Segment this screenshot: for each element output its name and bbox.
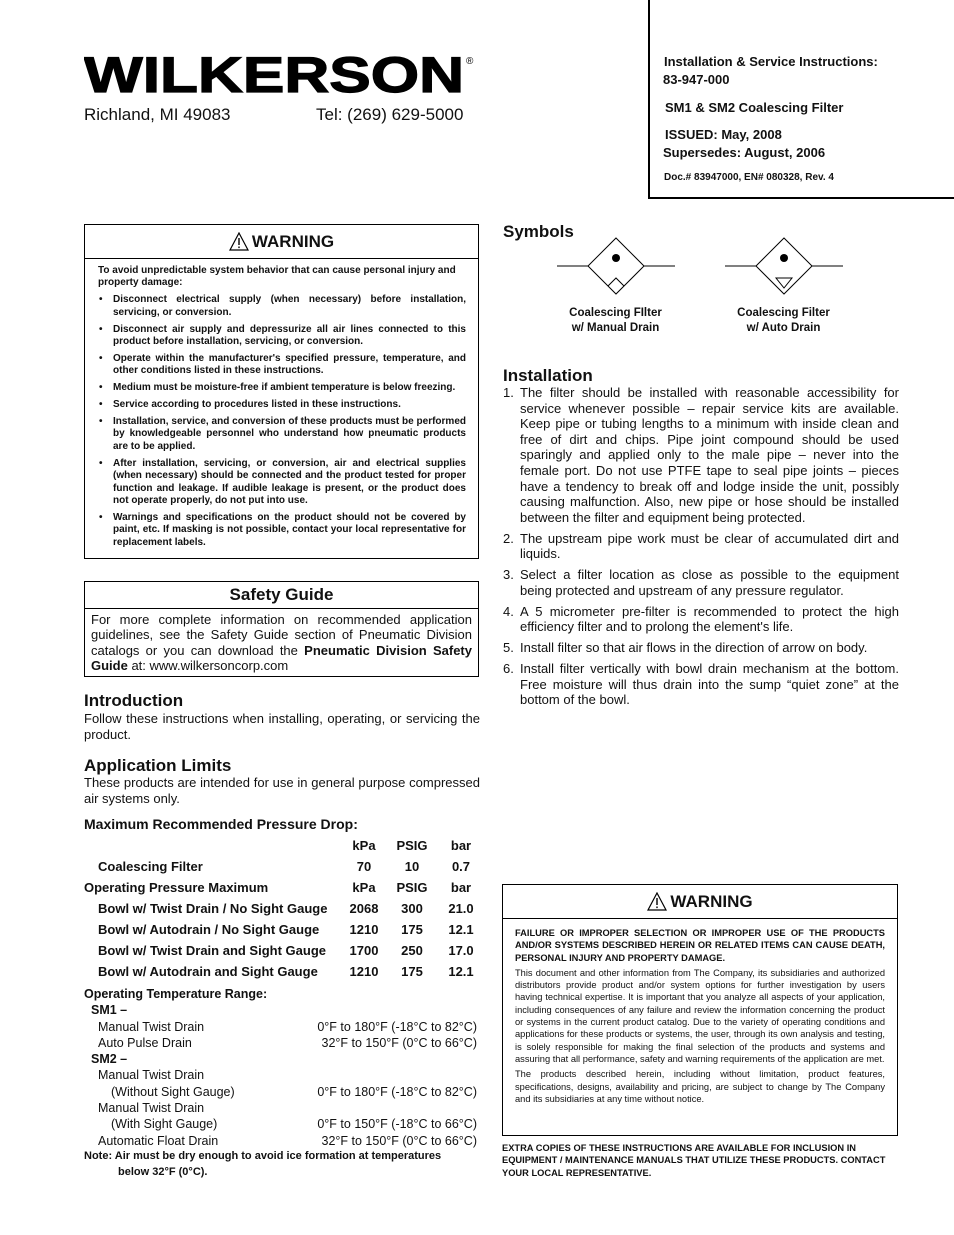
row-label: Bowl w/ Autodrain and Sight Gauge xyxy=(98,964,318,979)
step-text: Install filter so that air flows in the direction of arrow on body. xyxy=(520,640,868,656)
warning-title: WARNING xyxy=(670,891,753,911)
row-value: 0°F to 180°F (-18°C to 82°C) xyxy=(317,1084,477,1099)
manual-drain-filter-symbol xyxy=(557,238,675,294)
manual-drain-caption xyxy=(550,306,681,336)
row-sublabel: (With Sight Gauge) xyxy=(111,1117,218,1132)
step-number: 3. xyxy=(503,567,514,583)
row-kpa: 2068 xyxy=(349,901,379,916)
introduction-heading: Introduction xyxy=(84,691,184,710)
row-label: Manual Twist Drain xyxy=(98,1101,205,1116)
warning-item: • Warnings and specifications on the product should not be covered by paint, etc. If masking is not possible, contact your local representative for replacement labels. xyxy=(98,512,466,549)
unit-kpa: kPa xyxy=(352,838,376,853)
doc-reference: Doc.# 83947000, EN# 080328, Rev. 4 xyxy=(664,172,834,183)
note-text: below 32°F (0°C). xyxy=(118,1166,208,1179)
filter-symbols-graphic xyxy=(550,234,850,304)
warning-item: • Operate within the manufacturer's specified pressure, temperature, and other conditions listed in these instructions. xyxy=(98,353,466,378)
step-text: Install filter vertically with bowl drain mechanism at the bottom. Free moisture will thus drain into the sump “quiet zone” at the bottom of the bowl. xyxy=(520,660,899,708)
brand-text: WILKERSON xyxy=(84,50,464,102)
doc-title: Installation & Service Instructions: xyxy=(664,54,878,69)
liability-warning-box xyxy=(502,884,898,1136)
temperature-table xyxy=(84,987,479,1183)
application-limits-text: These products are intended for use in general purpose compressed air systems only. xyxy=(84,775,480,806)
installation-heading: Installation xyxy=(503,366,593,385)
safety-guide-text xyxy=(85,609,478,674)
company-phone: Tel: (269) 629-5000 xyxy=(316,105,464,124)
note-text: Note: Air must be dry enough to avoid ice formation at temperatures xyxy=(84,1149,442,1162)
application-limits-heading: Application Limits xyxy=(84,756,232,775)
warning-paragraph: This document and other information from The Company, its subsidiaries and authorized distributors provide product and/or system options for further investigation by users having technical expertise. It is important that you analyze all aspects of your application, including consequences of any failure and review the information concerning the product or systems in the current product catalog. Due to the variety of operating conditions and applications for these products or systems, the user, through its own analysis and testing, is solely responsible for making the final selection of the products and systems and assuring that all performance, safety and warning requirements of the application are met. xyxy=(515,967,885,1064)
row-psig: 300 xyxy=(401,901,423,916)
list-item xyxy=(503,640,899,656)
extra-copies-note: EXTRA COPIES OF THESE INSTRUCTIONS ARE AVAILABLE FOR INCLUSION IN EQUIPMENT / MAINTENANCE MANUALS THAT UTILIZE THESE PRODUCTS. CONTACT YOUR LOCAL REPRESENTATIVE. xyxy=(502,1143,886,1178)
warning-header xyxy=(85,225,478,259)
row-bar: 21.0 xyxy=(448,901,474,916)
row-bar: 12.1 xyxy=(448,964,474,979)
step-text: Select a filter location as close as possible to the equipment being protected and upstream of any pressure regulator. xyxy=(520,567,899,598)
list-item xyxy=(503,604,899,635)
safety-text-url: at: www.wilkersoncorp.com xyxy=(127,658,289,674)
registered-mark: ® xyxy=(466,56,474,67)
sm1-label: SM1 – xyxy=(91,1003,128,1018)
row-kpa: 1210 xyxy=(349,922,379,937)
row-value: 32°F to 150°F (0°C to 66°C) xyxy=(321,1035,477,1050)
warning-body xyxy=(503,919,897,1105)
row-kpa: 70 xyxy=(356,859,372,874)
row-kpa: 1700 xyxy=(349,943,379,958)
caption-line: Coalescing FIlter xyxy=(569,307,662,319)
note-row xyxy=(84,1166,479,1182)
product-name: SM1 & SM2 Coalescing Filter xyxy=(665,100,844,115)
unit-kpa: kPa xyxy=(352,880,376,895)
row-psig: 175 xyxy=(401,922,423,937)
row-label: Bowl w/ Twist Drain / No Sight Gauge xyxy=(98,901,328,916)
caption-line: Coalescing Filter xyxy=(737,307,830,319)
row-psig: 250 xyxy=(401,943,423,958)
table-row xyxy=(84,1068,479,1084)
row-psig: 10 xyxy=(404,859,420,874)
table-row xyxy=(84,901,479,922)
caption-line: w/ Manual Drain xyxy=(571,322,660,334)
step-number: 5. xyxy=(503,640,514,656)
warning-triangle-icon xyxy=(647,892,667,911)
sm2-label: SM2 – xyxy=(91,1052,128,1067)
document-info-box xyxy=(648,0,954,199)
safety-guide-link-text: Pneumatic Division Safety Guide xyxy=(91,642,472,674)
auto-drain-caption xyxy=(718,306,849,336)
safety-guide-box xyxy=(84,581,479,677)
unit-bar: bar xyxy=(450,880,472,895)
doc-number: 83-947-000 xyxy=(663,72,730,87)
warning-bold-text: FAILURE OR IMPROPER SELECTION OR IMPROPER USE OF THE PRODUCTS AND/OR SYSTEMS DESCRIBED HEREIN OR RELATED ITEMS CAN CAUSE DEATH, PERSONAL INJURY AND PROPERTY DAMAGE. xyxy=(515,928,885,963)
introduction-text: Follow these instructions when installing, operating, or servicing the product. xyxy=(84,711,480,742)
row-value: 0°F to 150°F (-18°C to 66°C) xyxy=(317,1117,477,1132)
row-value: 0°F to 180°F (-18°C to 82°C) xyxy=(317,1019,477,1034)
row-label: Bowl w/ Autodrain / No Sight Gauge xyxy=(98,922,320,937)
row-psig: 175 xyxy=(401,964,423,979)
warning-title: WARNING xyxy=(251,231,335,251)
table-row xyxy=(84,1101,479,1117)
warning-paragraph: The products described herein, including without limitation, product features, specifications, designs, availability and pricing, are subject to change by The Company and its subsidiaries at any time without notice. xyxy=(515,1069,885,1104)
issued-date: ISSUED: May, 2008 xyxy=(665,127,782,142)
table-row xyxy=(84,859,479,880)
row-bar: 12.1 xyxy=(448,922,474,937)
table-row xyxy=(84,964,479,985)
sm1-label-row xyxy=(84,1003,479,1019)
warning-box xyxy=(84,224,479,559)
temperature-heading xyxy=(84,987,479,1003)
warning-header xyxy=(503,885,897,919)
warning-list xyxy=(98,294,466,549)
step-text: A 5 micrometer pre-filter is recommended to protect the high efficiency filter and to prolong the element's life. xyxy=(520,603,899,635)
list-item xyxy=(503,531,899,562)
wilkerson-logo xyxy=(84,50,479,102)
list-item xyxy=(503,567,899,598)
table-row xyxy=(84,1085,479,1101)
safety-text-part: For more complete information on recommended application guidelines, see the Safety Guide section of Pneumatic Division catalogs or you can download the xyxy=(91,612,472,658)
temperature-title: Operating Temperature Range: xyxy=(84,987,268,1001)
warning-intro: To avoid unpredictable system behavior that can cause personal injury and property damage: xyxy=(98,265,456,289)
row-bar: 17.0 xyxy=(448,943,474,958)
installation-steps xyxy=(503,385,899,713)
row-kpa: 1210 xyxy=(349,964,379,979)
step-text: The filter should be installed with reasonable accessibility for service whenever possible – repair service kits are available. Keep pipe or tubing lengths to a minimum with inside clean and free of dirt and chips. Pipe joint compound should be used sparingly and applied only to the male pipe – never into the female port. Do not use PTFE tape to seal pipe joints – pieces have a tendency to break off and lodge inside the unit, possibly causing malfunction. Also, new pipe or hose should be installed between the filter and equipment being protected. xyxy=(520,385,899,525)
warning-item: • After installation, servicing, or conversion, air and electrical supplies (when necessary) should be connected and the product tested for proper function and leakage. If audible leakage is present, or the product does not operate properly, do not put into use. xyxy=(98,458,466,508)
table-row xyxy=(84,1117,479,1133)
table-header-row xyxy=(84,838,479,859)
symbols-section xyxy=(550,234,850,344)
safety-guide-title: Safety Guide xyxy=(85,582,478,609)
table-row xyxy=(84,922,479,943)
warning-item: • Service according to procedures listed in these instructions. xyxy=(98,399,466,411)
unit-psig: PSIG xyxy=(396,838,428,853)
warning-item: • Disconnect air supply and depressurize all air lines connected to this product before installation, servicing, or conversion. xyxy=(98,324,466,349)
warning-body xyxy=(85,259,478,549)
warning-item: • Medium must be moisture-free if ambient temperature is below freezing. xyxy=(98,382,466,394)
company-address: Richland, MI 49083 xyxy=(84,105,231,124)
row-label: Auto Pulse Drain xyxy=(98,1035,192,1050)
row-label: Manual Twist Drain xyxy=(98,1068,205,1083)
unit-psig: PSIG xyxy=(396,880,428,895)
wilkerson-logo-graphic xyxy=(84,50,479,102)
sm2-label-row xyxy=(84,1052,479,1068)
operating-pressure-label: Operating Pressure Maximum xyxy=(84,880,269,895)
step-number: 2. xyxy=(503,530,514,546)
caption-line: w/ Auto Drain xyxy=(746,322,821,334)
step-number: 1. xyxy=(503,385,514,400)
pressure-drop-heading: Maximum Recommended Pressure Drop: xyxy=(84,816,358,832)
table-row xyxy=(84,1134,479,1150)
row-sublabel: (Without Sight Gauge) xyxy=(111,1084,235,1099)
row-label: Manual Twist Drain xyxy=(98,1019,205,1034)
step-text: The upstream pipe work must be clear of accumulated dirt and liquids. xyxy=(520,530,899,562)
warning-triangle-icon xyxy=(229,232,249,251)
row-label: Coalescing Filter xyxy=(98,859,203,874)
row-label: Bowl w/ Twist Drain and Sight Gauge xyxy=(98,943,326,958)
warning-item: • Installation, service, and conversion of these products must be performed by knowledgeable personnel who understand how pneumatic products are to be applied. xyxy=(98,416,466,453)
step-number: 4. xyxy=(503,603,514,619)
row-label: Automatic Float Drain xyxy=(98,1133,219,1148)
symbols-heading: Symbols xyxy=(503,222,574,241)
row-value: 32°F to 150°F (0°C to 66°C) xyxy=(321,1133,477,1148)
supersedes-date: Supersedes: August, 2006 xyxy=(663,145,826,160)
table-row xyxy=(84,943,479,964)
note-row xyxy=(84,1150,479,1166)
unit-bar: bar xyxy=(450,838,472,853)
table-header-row xyxy=(84,880,479,901)
table-row xyxy=(84,1020,479,1036)
list-item xyxy=(503,661,899,708)
pressure-table xyxy=(84,838,479,985)
step-number: 6. xyxy=(503,660,514,676)
list-item xyxy=(503,385,899,525)
table-row xyxy=(84,1036,479,1052)
auto-drain-filter-symbol xyxy=(725,238,843,294)
row-bar: 0.7 xyxy=(451,859,471,874)
warning-item: • Disconnect electrical supply (when necessary) before installation, servicing, or conversion. xyxy=(98,294,466,319)
